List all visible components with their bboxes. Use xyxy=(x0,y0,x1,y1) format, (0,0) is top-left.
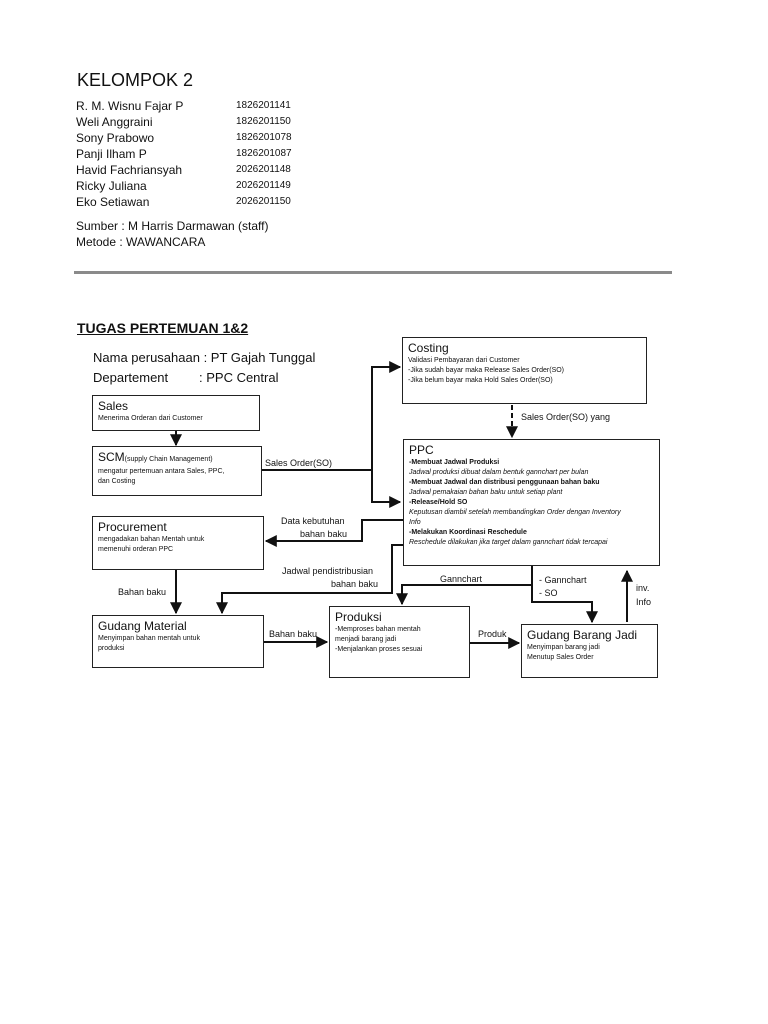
label-jadwal-1: Jadwal pendistribusian xyxy=(282,566,374,576)
produksi-desc-2: menjadi barang jadi xyxy=(335,636,397,643)
produksi-title: Produksi xyxy=(335,610,382,624)
gudang-barang-jadi-box xyxy=(521,624,658,678)
ppc-line-8: -Melakukan Koordinasi Reschedule xyxy=(409,529,527,536)
gudang-barang-jadi-desc-1: Menyimpan barang jadi xyxy=(527,644,600,651)
costing-desc-3: -Jika belum bayar maka Hold Sales Order(SO) xyxy=(408,377,553,384)
gudang-material-box xyxy=(92,615,264,668)
scm-desc-2: dan Costing xyxy=(98,478,136,485)
ppc-line-7: Info xyxy=(409,519,421,526)
label-bahan-baku-2: Bahan baku xyxy=(269,629,318,639)
member-nim: 2026201148 xyxy=(236,164,291,175)
member-name: R. M. Wisnu Fajar P xyxy=(76,99,184,113)
arrow-scm-to-costing xyxy=(262,367,400,470)
member-nim: 2026201150 xyxy=(236,196,291,207)
company-line: Nama perusahaan : PT Gajah Tunggal xyxy=(93,350,316,365)
produksi-desc-1: -Memproses bahan mentah xyxy=(335,626,421,633)
scm-desc-1: mengatur pertemuan antara Sales, PPC, xyxy=(98,468,225,475)
label-gannchart-so-2: - SO xyxy=(539,588,558,598)
ppc-line-6: Keputusan diambil setelah membandingkan Order dengan Inventory xyxy=(409,509,621,516)
gudang-barang-jadi-desc-2: Menutup Sales Order xyxy=(527,654,594,661)
label-jadwal-2: bahan baku xyxy=(331,579,379,589)
source-line: Sumber : M Harris Darmawan (staff) xyxy=(76,219,269,233)
costing-box xyxy=(402,337,647,404)
sales-title: Sales xyxy=(98,399,129,413)
ppc-line-4: Jadwal pemakaian bahan baku untuk setiap plant xyxy=(409,489,563,496)
procurement-box xyxy=(92,516,264,570)
label-gannchart: Gannchart xyxy=(440,574,483,584)
costing-desc-2: -Jika sudah bayar maka Release Sales Order(SO) xyxy=(408,367,565,374)
procurement-desc-2: memenuhi orderan PPC xyxy=(98,546,174,553)
member-name: Panji Ilham P xyxy=(76,147,147,161)
label-inv-2: Info xyxy=(636,597,652,607)
scm-title: SCM xyxy=(98,450,125,464)
method-line: Metode : WAWANCARA xyxy=(76,235,206,249)
sales-box xyxy=(92,395,260,431)
arrow-ppc-to-produksi xyxy=(402,566,532,604)
member-nim: 1826201078 xyxy=(236,132,292,143)
procurement-desc-1: mengadakan bahan Mentah untuk xyxy=(98,536,205,543)
label-data-kebutuhan-1: Data kebutuhan xyxy=(281,516,345,526)
department-label: Departement xyxy=(93,370,169,385)
group-title: KELOMPOK 2 xyxy=(77,70,194,90)
member-nim: 1826201150 xyxy=(236,116,291,127)
member-nim: 1826201141 xyxy=(236,100,291,111)
member-name: Sony Prabowo xyxy=(76,131,155,145)
arrow-scm-to-ppc xyxy=(372,470,400,502)
ppc-line-3: -Membuat Jadwal dan distribusi penggunaan bahan baku xyxy=(409,479,600,486)
ppc-line-1: -Membuat Jadwal Produksi xyxy=(409,459,500,466)
gudang-material-desc-1: Menyimpan bahan mentah untuk xyxy=(98,635,200,642)
ppc-line-2: Jadwal produksi dibuat dalam bentuk gannchart per bulan xyxy=(409,469,589,476)
produksi-desc-3: -Menjalankan proses sesuai xyxy=(335,646,423,653)
label-inv-1: inv. xyxy=(636,583,650,593)
member-name: Ricky Juliana xyxy=(76,179,147,193)
label-sales-order: Sales Order(SO) xyxy=(265,458,333,468)
ppc-line-5: -Release/Hold SO xyxy=(409,499,468,506)
scm-box xyxy=(92,446,262,496)
scm-title-suffix: (supply Chain Management) xyxy=(124,456,213,463)
label-data-kebutuhan-2: bahan baku xyxy=(300,529,348,539)
ppc-line-9: Reschedule dilakukan jika target dalam gannchart tidak tercapai xyxy=(409,539,608,546)
procurement-title: Procurement xyxy=(98,520,167,534)
label-bahan-baku-1: Bahan baku xyxy=(118,587,167,597)
member-nim: 1826201087 xyxy=(236,148,292,159)
member-name: Weli Anggraini xyxy=(76,115,153,129)
produksi-box xyxy=(329,606,470,678)
gudang-material-title: Gudang Material xyxy=(98,619,187,633)
label-gannchart-so-1: - Gannchart xyxy=(539,575,587,585)
member-name: Eko Setiawan xyxy=(76,195,150,209)
label-sales-order-yang: Sales Order(SO) yang xyxy=(521,412,611,422)
member-name: Havid Fachriansyah xyxy=(76,163,183,177)
gudang-material-desc-2: produksi xyxy=(98,645,125,652)
ppc-box xyxy=(403,439,660,566)
costing-title: Costing xyxy=(408,341,449,355)
ppc-title: PPC xyxy=(409,443,434,457)
sales-desc: Menerima Orderan dari Customer xyxy=(98,415,203,422)
gudang-barang-jadi-title: Gudang Barang Jadi xyxy=(527,628,638,642)
member-nim: 2026201149 xyxy=(236,180,291,191)
label-produk: Produk xyxy=(478,629,507,639)
costing-desc-1: Validasi Pembayaran dari Customer xyxy=(408,357,520,364)
department-value: : PPC Central xyxy=(199,370,279,385)
section-title: TUGAS PERTEMUAN 1&2 xyxy=(77,320,249,336)
